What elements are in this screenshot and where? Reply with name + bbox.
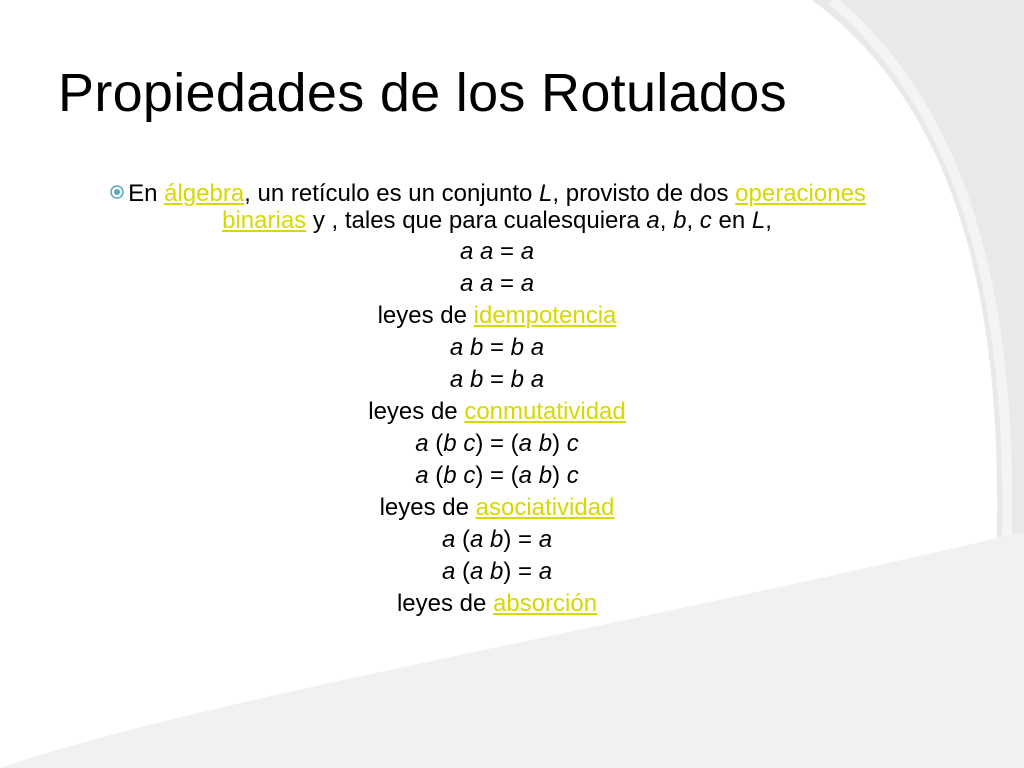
intro-text-2: , un retículo es un conjunto — [244, 180, 540, 207]
link-conmutatividad[interactable]: conmutatividad — [464, 398, 626, 425]
eq-term: a — [518, 462, 533, 489]
intro-text-6: , — [765, 207, 772, 234]
eq-term: a — [538, 558, 553, 585]
eq-term: a — [538, 526, 553, 553]
eq-term: c — [463, 462, 476, 489]
eq-term: a — [459, 238, 474, 265]
var-L-2: L — [751, 207, 766, 234]
eq-sign: = — [483, 334, 511, 361]
eq-term: b — [538, 462, 553, 489]
eq-term: a — [530, 334, 545, 361]
eq-sign: ) = ( — [475, 462, 519, 489]
eq-sign: = — [493, 238, 521, 265]
eq-term: b — [510, 366, 525, 393]
eq-term: b — [490, 526, 504, 553]
eq-sign: = — [483, 366, 511, 393]
law-label-conmutatividad — [112, 396, 882, 428]
slide-content — [112, 180, 882, 620]
eq-term: a — [415, 462, 429, 489]
eq-sign: = — [493, 270, 521, 297]
eq-term: b — [538, 430, 553, 457]
equation-absorcion-2: a (a b) = a — [441, 558, 553, 585]
laws-list — [112, 236, 882, 620]
eq-term: a — [520, 270, 535, 297]
link-algebra[interactable]: álgebra — [164, 180, 245, 207]
law-label: leyes de — [368, 398, 465, 425]
eq-sign: ) = ( — [475, 430, 519, 457]
eq-term: c — [566, 430, 579, 457]
equation-conmutatividad-2 — [112, 364, 882, 396]
intro-text-4: y , tales que para cualesquiera — [306, 207, 647, 234]
bullet-ring-icon — [110, 185, 124, 199]
eq-term: a — [530, 366, 545, 393]
eq-term: b — [490, 558, 504, 585]
law-label-asociatividad — [112, 492, 882, 524]
equation-idempotencia-1 — [112, 236, 882, 268]
equation-conmutatividad-1 — [112, 332, 882, 364]
eq-term: a — [469, 558, 484, 585]
law-label: leyes de — [396, 590, 493, 617]
eq-term: a — [479, 270, 494, 297]
var-c: c — [699, 207, 712, 234]
eq-term: c — [566, 462, 579, 489]
eq-term: a — [449, 366, 464, 393]
eq-term: a — [459, 270, 474, 297]
eq-term: b — [443, 430, 457, 457]
link-operaciones-binarias[interactable]: operaciones binarias — [222, 180, 866, 234]
intro-text-5: en — [711, 207, 752, 234]
law-label: leyes de — [379, 494, 476, 521]
intro-text-1: En — [128, 180, 165, 207]
equation-absorcion-1: a (a b) = a — [441, 526, 553, 553]
var-a: a — [646, 207, 660, 234]
eq-term: a — [449, 334, 464, 361]
equation-idempotencia-2 — [112, 268, 882, 300]
eq-term: a — [518, 430, 533, 457]
eq-sign: ) = — [503, 558, 539, 585]
eq-term: b — [469, 366, 484, 393]
eq-term: a — [479, 238, 494, 265]
law-label-absorcion — [112, 588, 882, 620]
link-absorcion[interactable]: absorción — [493, 590, 598, 617]
eq-sign: ) = — [503, 526, 539, 553]
law-label-idempotencia — [112, 300, 882, 332]
eq-term: a — [520, 238, 535, 265]
equation-asociatividad-2: a (b c) = (a b) c — [415, 462, 579, 489]
eq-term: a — [469, 526, 484, 553]
eq-term: b — [510, 334, 525, 361]
sep-1: , — [659, 207, 674, 234]
sep-2: , — [686, 207, 700, 234]
link-idempotencia[interactable]: idempotencia — [473, 302, 617, 329]
law-label: leyes de — [377, 302, 474, 329]
eq-term: c — [463, 430, 476, 457]
var-L: L — [539, 180, 553, 207]
eq-term: a — [441, 526, 456, 553]
equation-asociatividad-1: a (b c) = (a b) c — [415, 430, 579, 457]
var-b: b — [673, 207, 687, 234]
link-asociatividad[interactable]: asociatividad — [475, 494, 615, 521]
intro-text-3: , provisto de dos — [552, 180, 736, 207]
slide-title: Propiedades de los Rotulados — [58, 63, 787, 123]
eq-term: a — [441, 558, 456, 585]
eq-term: a — [415, 430, 429, 457]
eq-term: b — [469, 334, 484, 361]
intro-paragraph — [112, 180, 882, 234]
eq-term: b — [443, 462, 457, 489]
